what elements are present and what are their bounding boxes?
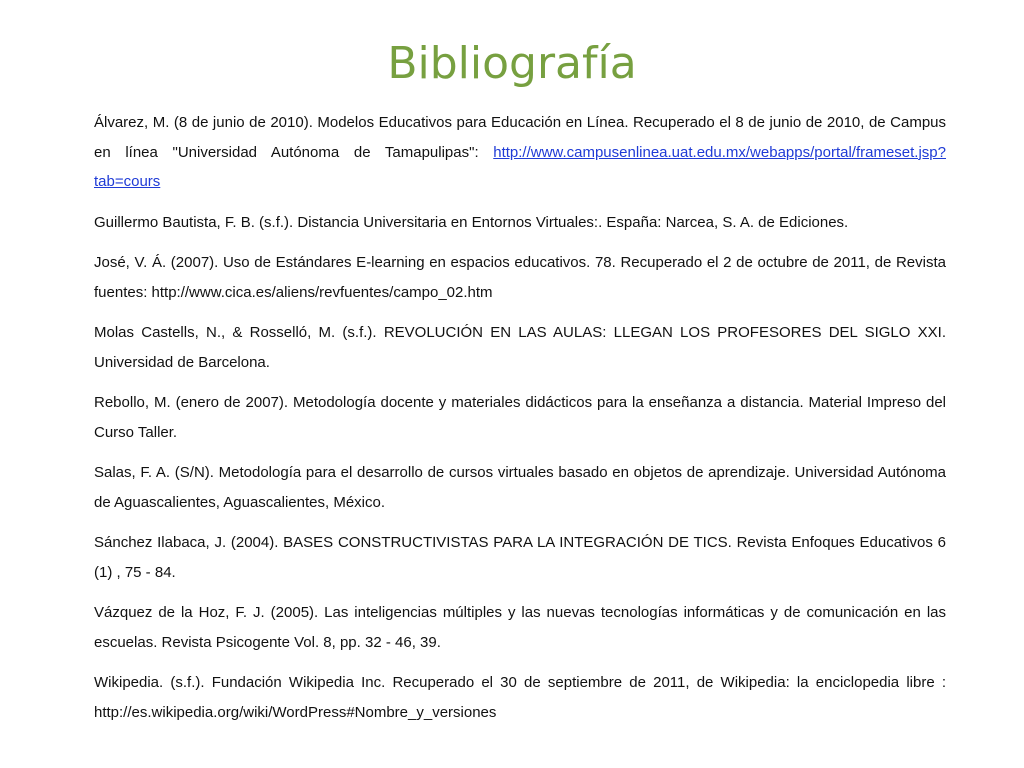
- reference-item: Guillermo Bautista, F. B. (s.f.). Distancia Universitaria en Entornos Virtuales:. España: Narcea, S. A. de Ediciones.: [94, 213, 849, 231]
- reference-item: Salas, F. A. (S/N). Metodología para el desarrollo de cursos virtuales basado en objetos de aprendizaje. Universidad Autónoma de Aguascalientes, Aguascalientes, México.: [94, 464, 946, 511]
- reference-list: [94, 108, 946, 738]
- reference-text: Álvarez, M. (8 de junio de 2010). Modelos Educativos para Educación en Línea. Recuperado el 8 de junio de 2010, de Campus en línea "Universidad Autónoma de Tamapulipas":: [94, 114, 946, 161]
- reference-item: Wikipedia. (s.f.). Fundación Wikipedia Inc. Recuperado el 30 de septiembre de 2011, de Wikipedia: la enciclopedia libre : http://es.wikipedia.org/wiki/WordPress#Nombre_y_versiones: [94, 674, 946, 721]
- reference-link[interactable]: http://www.campusenlinea.uat.edu.mx/webapps/portal/frameset.jsp?tab=cours: [94, 143, 946, 190]
- reference-item: Rebollo, M. (enero de 2007). Metodología docente y materiales didácticos para la enseñanza a distancia. Material Impreso del Curso Taller.: [94, 394, 946, 441]
- reference-item: Vázquez de la Hoz, F. J. (2005). Las inteligencias múltiples y las nuevas tecnologías informáticas y de comunicación en las escuelas. Revista Psicogente Vol. 8, pp. 32 - 46, 39.: [94, 604, 946, 651]
- reference-item: Sánchez Ilabaca, J. (2004). BASES CONSTRUCTIVISTAS PARA LA INTEGRACIÓN DE TICS. Revista Enfoques Educativos 6 (1) , 75 - 84.: [94, 534, 946, 581]
- reference-item: Molas Castells, N., & Rosselló, M. (s.f.). REVOLUCIÓN EN LAS AULAS: LLEGAN LOS PROFESORES DEL SIGLO XXI. Universidad de Barcelona.: [94, 324, 946, 371]
- page-title: Bibliografía: [387, 38, 637, 89]
- reference-item: José, V. Á. (2007). Uso de Estándares E-learning en espacios educativos. 78. Recuperado el 2 de octubre de 2011, de Revista fuentes: http://www.cica.es/aliens/revfuentes/campo_02.htm: [94, 254, 946, 301]
- reference-item: [94, 108, 946, 197]
